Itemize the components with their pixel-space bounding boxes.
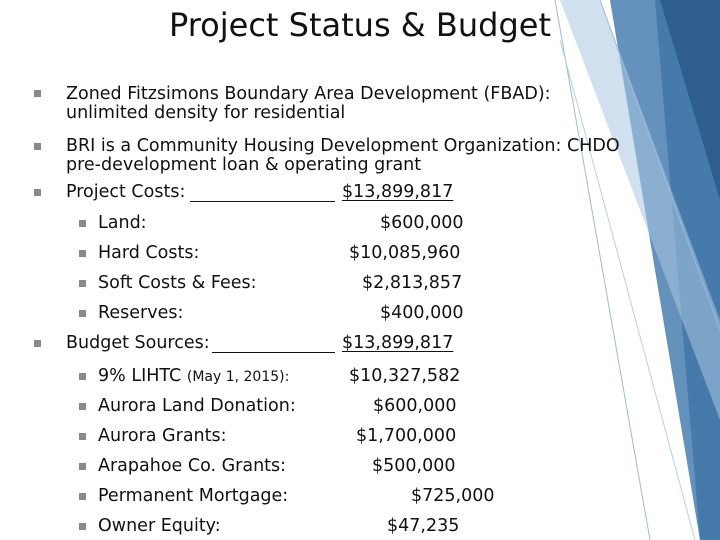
bullet-marker (34, 90, 41, 97)
budget-sources-label: Budget Sources: (66, 333, 210, 353)
bullet-marker (34, 143, 41, 150)
budget-sources-value: $13,899,817 (342, 333, 454, 353)
zoning-text-line1: Zoned Fitzsimons Boundary Area Development (FBAD): (66, 84, 551, 104)
source-label-lihtc (98, 366, 289, 388)
sub-bullet-marker (79, 433, 86, 440)
cost-value-soft: $2,813,857 (362, 273, 463, 293)
project-costs-underline (190, 201, 335, 202)
source-value-mortgage: $725,000 (411, 486, 495, 506)
source-label-lihtc-note: (May 1, 2015): (186, 369, 290, 385)
source-label-arapahoe: Arapahoe Co. Grants: (98, 456, 287, 476)
bullet-marker (34, 340, 41, 347)
sub-bullet-marker (79, 493, 86, 500)
source-label-land-donation: Aurora Land Donation: (98, 396, 296, 416)
cost-label-hard: Hard Costs: (98, 243, 200, 263)
sub-bullet-marker (79, 463, 86, 470)
sub-bullet-marker (79, 373, 86, 380)
sub-bullet-marker (79, 280, 86, 287)
sub-bullet-marker (79, 523, 86, 530)
source-label-lihtc-main: 9% LIHTC (98, 366, 182, 386)
bullet-marker (34, 189, 41, 196)
budget-sources-underline (212, 352, 335, 353)
cost-label-land: Land: (98, 213, 147, 233)
slide-title: Project Status & Budget (168, 6, 551, 44)
cost-label-soft: Soft Costs & Fees: (98, 273, 257, 293)
cost-value-land: $600,000 (380, 213, 464, 233)
cost-label-reserves: Reserves: (98, 303, 184, 323)
source-value-land-donation: $600,000 (373, 396, 457, 416)
cost-value-hard: $10,085,960 (349, 243, 461, 263)
source-label-aurora-grants: Aurora Grants: (98, 426, 227, 446)
source-value-owner-equity: $47,235 (387, 516, 460, 536)
project-costs-label: Project Costs: (66, 182, 186, 202)
source-label-mortgage: Permanent Mortgage: (98, 486, 289, 506)
source-label-owner-equity: Owner Equity: (98, 516, 221, 536)
source-value-aurora-grants: $1,700,000 (356, 426, 457, 446)
sub-bullet-marker (79, 220, 86, 227)
zoning-text-line2: unlimited density for residential (66, 103, 346, 123)
source-value-lihtc: $10,327,582 (349, 366, 461, 386)
cost-value-reserves: $400,000 (380, 303, 464, 323)
sub-bullet-marker (79, 310, 86, 317)
sub-bullet-marker (79, 403, 86, 410)
source-value-arapahoe: $500,000 (372, 456, 456, 476)
bri-text-line1: BRI is a Community Housing Development Organization: CHDO (66, 136, 620, 156)
bri-text-line2: pre-development loan & operating grant (66, 155, 422, 175)
project-costs-value: $13,899,817 (342, 182, 454, 202)
sub-bullet-marker (79, 250, 86, 257)
